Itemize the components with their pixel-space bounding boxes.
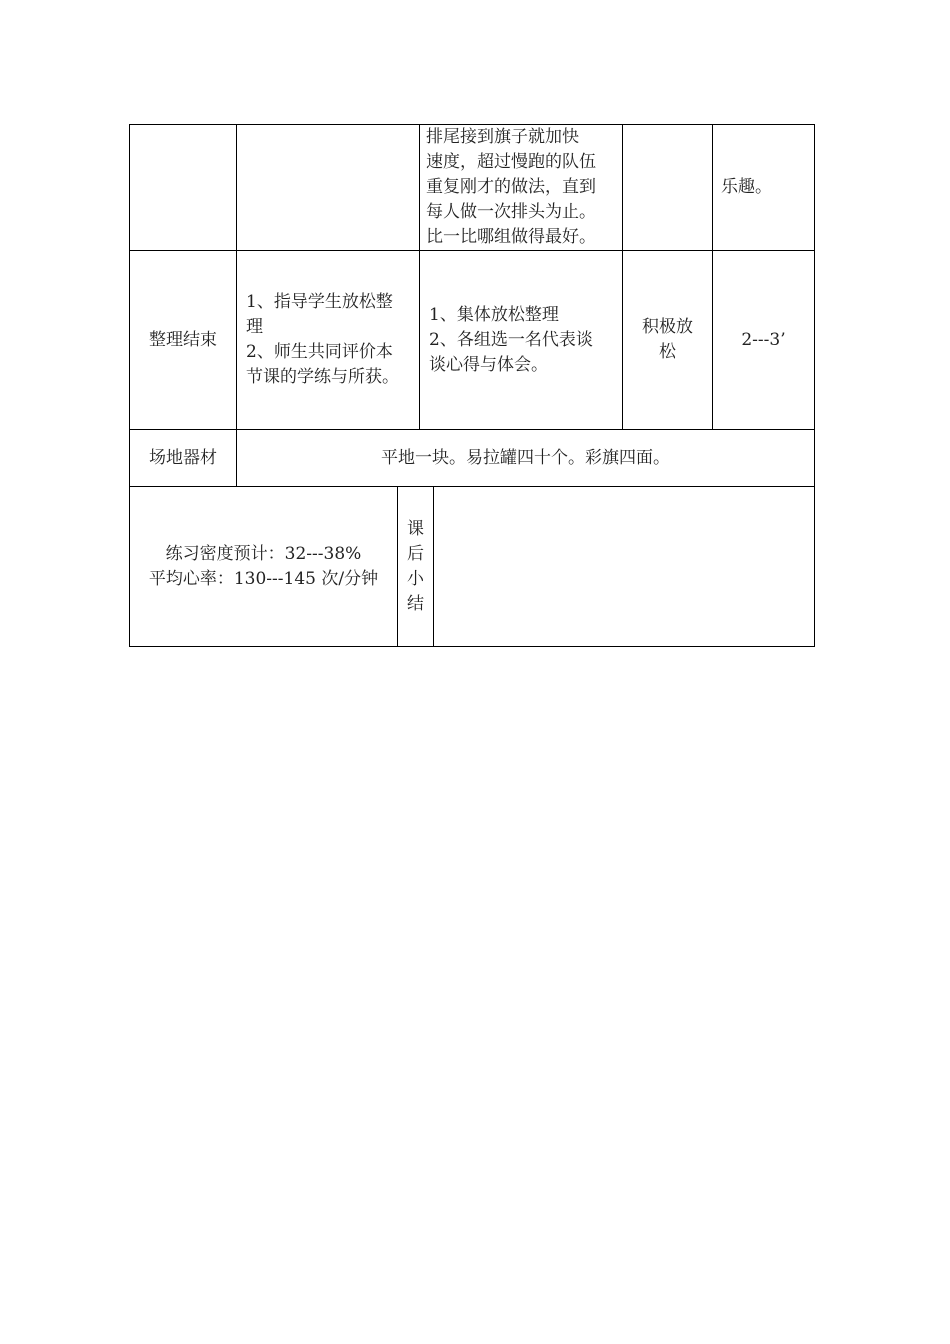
- lesson-plan-table: [129, 124, 815, 647]
- equipment-label: 场地器材: [149, 447, 217, 468]
- student-activity-text: 排尾接到旗子就加快 速度，超过慢跑的队伍 重复刚才的做法，直到 每人做一次排头为止。 比一比哪组做得最好。: [426, 127, 596, 247]
- equipment-content: 平地一块。易拉罐四十个。彩旗四面。: [381, 447, 670, 468]
- summary-notes-cell: [434, 487, 814, 647]
- equipment-content-cell: [237, 430, 814, 486]
- student-activity-text: 1、集体放松整理 2、各组选一名代表谈 谈心得与体会。: [429, 304, 593, 375]
- requirement-cell: [623, 251, 712, 429]
- section-cell: [130, 251, 236, 429]
- time-text: 2---3’: [741, 329, 786, 350]
- requirement-text: 乐趣。: [721, 177, 772, 197]
- summary-label-cell: [398, 487, 433, 647]
- section-title: 整理结束: [149, 329, 217, 350]
- requirement-text: 积极放 松: [642, 317, 693, 362]
- equipment-label-cell: [130, 430, 236, 486]
- teacher-activity-cell: [237, 251, 419, 429]
- time-cell: [713, 251, 814, 429]
- student-activity-cell: [420, 125, 622, 250]
- teacher-activity-text: 1、指导学生放松整 理 2、师生共同评价本 节课的学练与所获。: [246, 292, 399, 387]
- summary-label: 课 后 小 结: [407, 519, 424, 614]
- requirement-cell: [713, 125, 812, 250]
- stats-text: 练习密度预计：32---38% 平均心率：130---145 次/分钟: [148, 544, 379, 589]
- student-activity-cell: [420, 251, 622, 429]
- stats-cell: [130, 487, 397, 647]
